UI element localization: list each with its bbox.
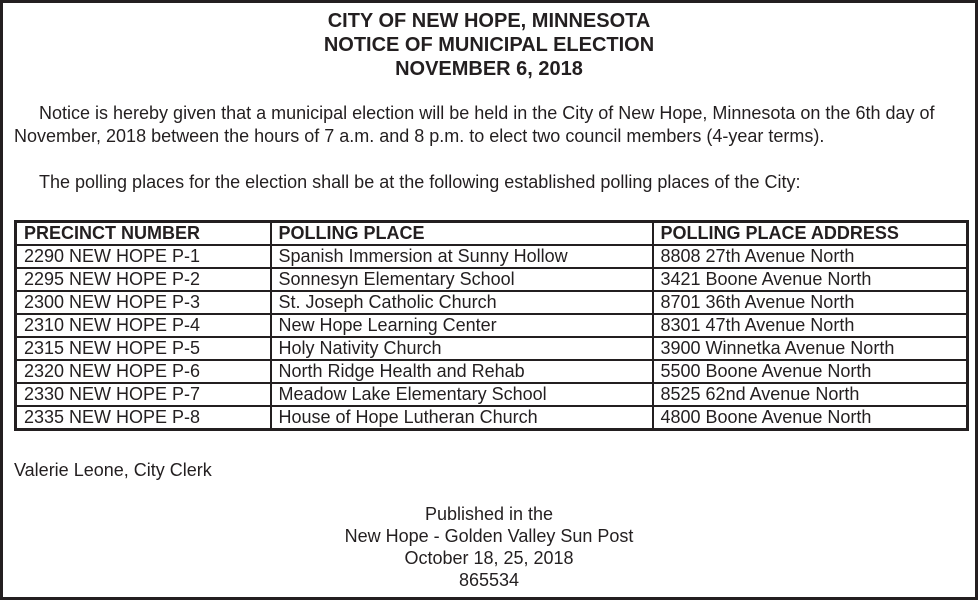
precinct-cell: 2295 NEW HOPE P-2 xyxy=(16,268,271,291)
address-cell: 8525 62nd Avenue North xyxy=(653,383,968,406)
precinct-cell: 2320 NEW HOPE P-6 xyxy=(16,360,271,383)
precinct-cell: 2330 NEW HOPE P-7 xyxy=(16,383,271,406)
table-row xyxy=(16,360,968,383)
polling-place-cell: New Hope Learning Center xyxy=(271,314,653,337)
polling-place-cell: Spanish Immersion at Sunny Hollow xyxy=(271,245,653,268)
precinct-cell: 2315 NEW HOPE P-5 xyxy=(16,337,271,360)
precinct-cell: 2335 NEW HOPE P-8 xyxy=(16,406,271,430)
title-line: CITY OF NEW HOPE, MINNESOTA xyxy=(327,10,651,32)
notice-paragraph: Notice is hereby given that a municipal election will be held in the City of New Hope, Minnesota on the 6th day of November, 2018 between the hours of 7 a.m. and 8 p.m. to elect two council members (4-year terms). xyxy=(14,103,935,146)
clerk-signature: Valerie Leone, City Clerk xyxy=(14,460,212,480)
polling-place-cell: Meadow Lake Elementary School xyxy=(271,383,653,406)
address-cell: 3900 Winnetka Avenue North xyxy=(653,337,968,360)
table-row xyxy=(16,337,968,360)
table-row xyxy=(16,383,968,406)
publication-id: 865534 xyxy=(458,570,520,590)
polling-places-table xyxy=(14,220,969,431)
polling-place-cell: North Ridge Health and Rehab xyxy=(271,360,653,383)
publication-line: October 18, 25, 2018 xyxy=(404,548,574,568)
header-address: POLLING PLACE ADDRESS xyxy=(653,222,968,246)
polling-place-cell: House of Hope Lutheran Church xyxy=(271,406,653,430)
notice-title xyxy=(0,9,978,81)
table-row xyxy=(16,406,968,430)
title-line: NOTICE OF MUNICIPAL ELECTION xyxy=(323,34,655,56)
polling-place-cell: Sonnesyn Elementary School xyxy=(271,268,653,291)
precinct-cell: 2310 NEW HOPE P-4 xyxy=(16,314,271,337)
table-row xyxy=(16,314,968,337)
table-row xyxy=(16,245,968,268)
address-cell: 8301 47th Avenue North xyxy=(653,314,968,337)
title-line: NOVEMBER 6, 2018 xyxy=(395,58,583,80)
polling-place-cell: St. Joseph Catholic Church xyxy=(271,291,653,314)
precinct-cell: 2290 NEW HOPE P-1 xyxy=(16,245,271,268)
header-precinct: PRECINCT NUMBER xyxy=(16,222,271,246)
table-row xyxy=(16,291,968,314)
address-cell: 3421 Boone Avenue North xyxy=(653,268,968,291)
publication-line: Published in the xyxy=(424,504,554,524)
publication-info xyxy=(0,503,978,591)
address-cell: 8808 27th Avenue North xyxy=(653,245,968,268)
polling-intro-paragraph: The polling places for the election shall be at the following established polling places of the City: xyxy=(39,172,801,192)
publication-line: New Hope - Golden Valley Sun Post xyxy=(344,526,634,546)
address-cell: 5500 Boone Avenue North xyxy=(653,360,968,383)
table-row xyxy=(16,268,968,291)
header-polling-place: POLLING PLACE xyxy=(271,222,653,246)
polling-place-cell: Holy Nativity Church xyxy=(271,337,653,360)
table-header-row xyxy=(16,222,968,246)
address-cell: 4800 Boone Avenue North xyxy=(653,406,968,430)
address-cell: 8701 36th Avenue North xyxy=(653,291,968,314)
precinct-cell: 2300 NEW HOPE P-3 xyxy=(16,291,271,314)
